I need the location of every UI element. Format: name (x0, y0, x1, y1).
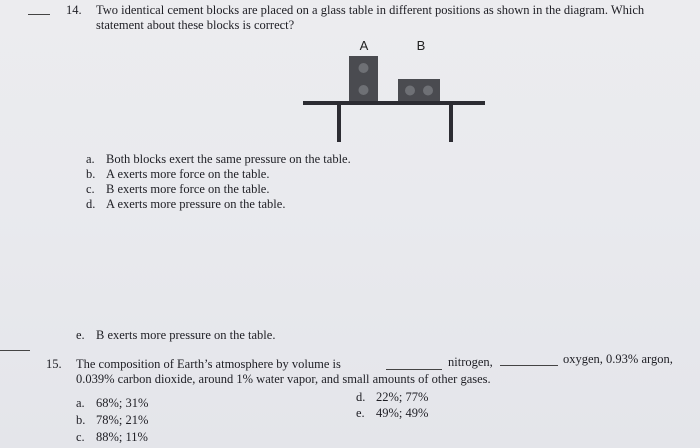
q15-option-b-text: 78%; 21% (96, 413, 149, 427)
q15-option-d[interactable] (356, 390, 428, 405)
nitrogen-blank[interactable] (386, 369, 442, 370)
q14-option-e-text: B exerts more pressure on the table. (96, 328, 276, 342)
question-15-text-part3: oxygen, 0.93% argon, (563, 352, 673, 366)
q15-option-b-letter: b. (76, 413, 86, 427)
q14-option-c-text: B exerts more force on the table. (106, 182, 270, 196)
question-15-text-part1: The composition of Earth’s atmosphere by volume is (76, 357, 341, 371)
q14-option-a-letter: a. (86, 152, 95, 166)
q14-option-b[interactable] (86, 167, 269, 182)
q15-option-c-letter: c. (76, 430, 85, 444)
q15-option-a[interactable] (76, 396, 148, 411)
q14-option-a[interactable] (86, 152, 351, 167)
block-a (349, 56, 378, 102)
q14-option-e-letter: e. (76, 328, 85, 342)
question-15-text-part2: nitrogen, (448, 355, 493, 369)
q15-option-b[interactable] (76, 413, 148, 428)
question-14-text-line1: Two identical cement blocks are placed on a glass table in different positions as shown in the diagram. Which (96, 3, 645, 17)
q14-option-a-text: Both blocks exert the same pressure on the table. (106, 152, 351, 166)
q15-option-e-text: 49%; 49% (376, 406, 429, 420)
q15-option-c-text: 88%; 11% (96, 430, 148, 444)
label-b: B (416, 38, 426, 53)
label-a: A (359, 38, 369, 53)
q15-option-a-text: 68%; 31% (96, 396, 149, 410)
q14-option-d-letter: d. (86, 197, 96, 211)
q14-option-d[interactable] (86, 197, 285, 212)
q14-option-d-text: A exerts more pressure on the table. (106, 197, 286, 211)
q15-option-c[interactable] (76, 430, 148, 445)
answer-blank-15[interactable] (0, 350, 30, 351)
q15-option-d-letter: d. (356, 390, 366, 404)
question-14-text-line2: statement about these blocks is correct? (96, 18, 295, 32)
q15-option-a-letter: a. (76, 396, 85, 410)
q15-option-e[interactable] (356, 406, 428, 421)
question-15-number: 15. (46, 357, 62, 371)
q14-option-b-text: A exerts more force on the table. (106, 167, 270, 181)
q15-option-e-letter: e. (356, 406, 365, 420)
q14-option-b-letter: b. (86, 167, 96, 181)
oxygen-blank[interactable] (500, 365, 558, 366)
question-14-number: 14. (66, 3, 82, 17)
q14-option-c[interactable] (86, 182, 269, 197)
q14-option-c-letter: c. (86, 182, 95, 196)
q15-option-d-text: 22%; 77% (376, 390, 429, 404)
q14-option-e[interactable] (76, 328, 275, 343)
glass-table (303, 101, 485, 142)
question-15-text-line2: 0.039% carbon dioxide, around 1% water vapor, and small amounts of other gases. (76, 372, 491, 386)
block-b (398, 79, 440, 102)
